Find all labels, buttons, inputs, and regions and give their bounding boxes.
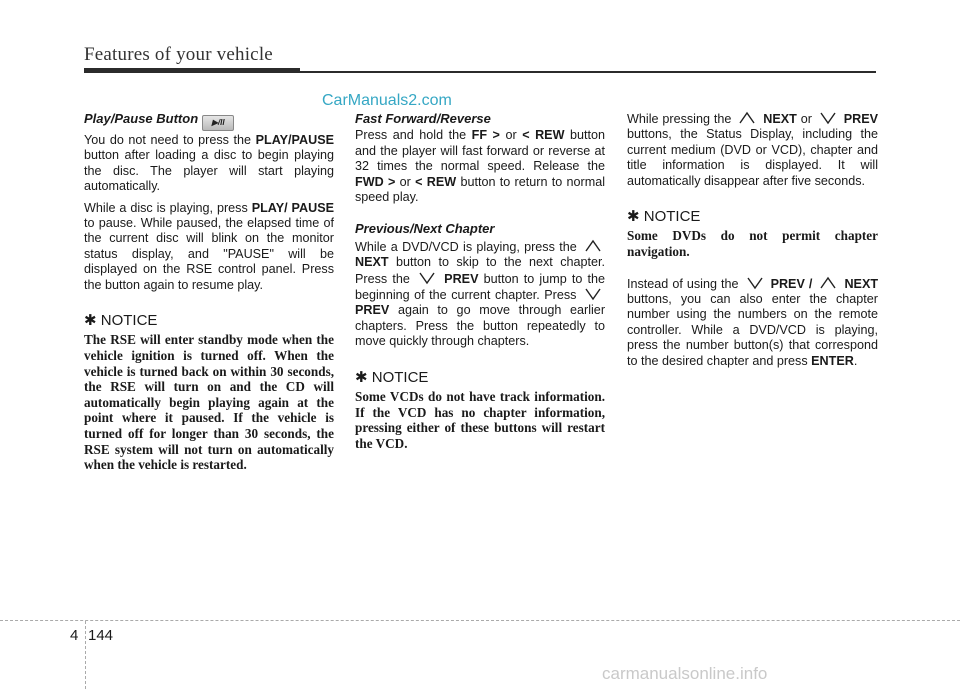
header-rule-thin bbox=[84, 71, 876, 73]
play-pause-title: Play/Pause Button ▶/II bbox=[84, 111, 334, 131]
chevron-up-icon bbox=[581, 239, 605, 253]
chapter-number: 4 bbox=[70, 627, 79, 644]
watermark-top: CarManuals2.com bbox=[322, 92, 452, 109]
prev-next-paragraph: While a DVD/VCD is playing, press the NEXT button to skip to the next chapter. Press the PREV button to jump to the beginning of the current chapter. Press PREV again to go move through earlier chapters. Press the button repeatedly to move quickly through chapters. bbox=[355, 239, 606, 349]
footer-rule bbox=[0, 620, 960, 621]
ff-rew-paragraph: Press and hold the FF > or < REW button and the player will fast forward or reverse at 32 times the normal speed. Release the FWD > or < REW button to return to normal speed play. bbox=[355, 128, 606, 205]
watermark-bottom: carmanualsonline.info bbox=[602, 664, 768, 683]
footer-divider bbox=[85, 621, 86, 689]
chevron-up-icon bbox=[816, 276, 840, 290]
status-paragraph: While pressing the NEXT or PREV buttons, the Status Display, including the current medium (DVD or VCD), chapter and title information is displayed. It will automatically disappear after five seconds. bbox=[627, 112, 879, 188]
column-1 bbox=[84, 111, 334, 479]
notice-heading-1: ✱ NOTICE bbox=[84, 312, 158, 330]
chevron-down-icon bbox=[415, 271, 439, 285]
page-number: 144 bbox=[88, 627, 114, 644]
notice-heading-2: ✱ NOTICE bbox=[355, 368, 429, 386]
notice-body-2: Some VCDs do not have track information. If the VCD has no chapter information, pressing either of these buttons will restart the VCD. bbox=[355, 389, 605, 451]
chevron-down-icon bbox=[581, 287, 605, 301]
column-2 bbox=[355, 111, 605, 457]
ff-rew-title: Fast Forward/Reverse bbox=[355, 111, 491, 126]
instead-paragraph: Instead of using the PREV / NEXT buttons, you can also enter the chapter number using the numbers on the remote controller. While a DVD/VCD is playing, press the number button(s) that correspond to the desired chapter and press ENTER. bbox=[627, 276, 879, 368]
chevron-down-icon bbox=[743, 276, 767, 290]
column-3 bbox=[627, 111, 878, 375]
play-pause-paragraph-1: You do not need to press the PLAY/PAUSE button after loading a disc to begin playing the disc. The player will start playing automatically. bbox=[84, 133, 334, 194]
play-pause-icon: ▶/II bbox=[202, 115, 234, 131]
notice-body-1: The RSE will enter standby mode when the vehicle ignition is turned off. When the vehicle is turned back on within 30 seconds, the RSE will turn on and the CD will automatically begin playing again at the point where it paused. If the vehicle is turned off for longer than 30 seconds, the RSE system will not turn on automatically when the vehicle is restarted. bbox=[84, 332, 334, 473]
play-pause-paragraph-2: While a disc is playing, press PLAY/ PAUSE to pause. While paused, the elapsed time of the current disc will blink on the monitor status display, and "PAUSE" will be displayed on the RSE control panel. Press the button again to resume play. bbox=[84, 200, 335, 292]
notice-body-3: Some DVDs do not permit chapter navigation. bbox=[627, 228, 878, 260]
notice-heading-3: ✱ NOTICE bbox=[627, 208, 701, 226]
chevron-down-icon bbox=[816, 111, 840, 125]
chevron-up-icon bbox=[735, 111, 759, 125]
header-title: Features of your vehicle bbox=[84, 44, 273, 65]
prev-next-title: Previous/Next Chapter bbox=[355, 221, 495, 237]
